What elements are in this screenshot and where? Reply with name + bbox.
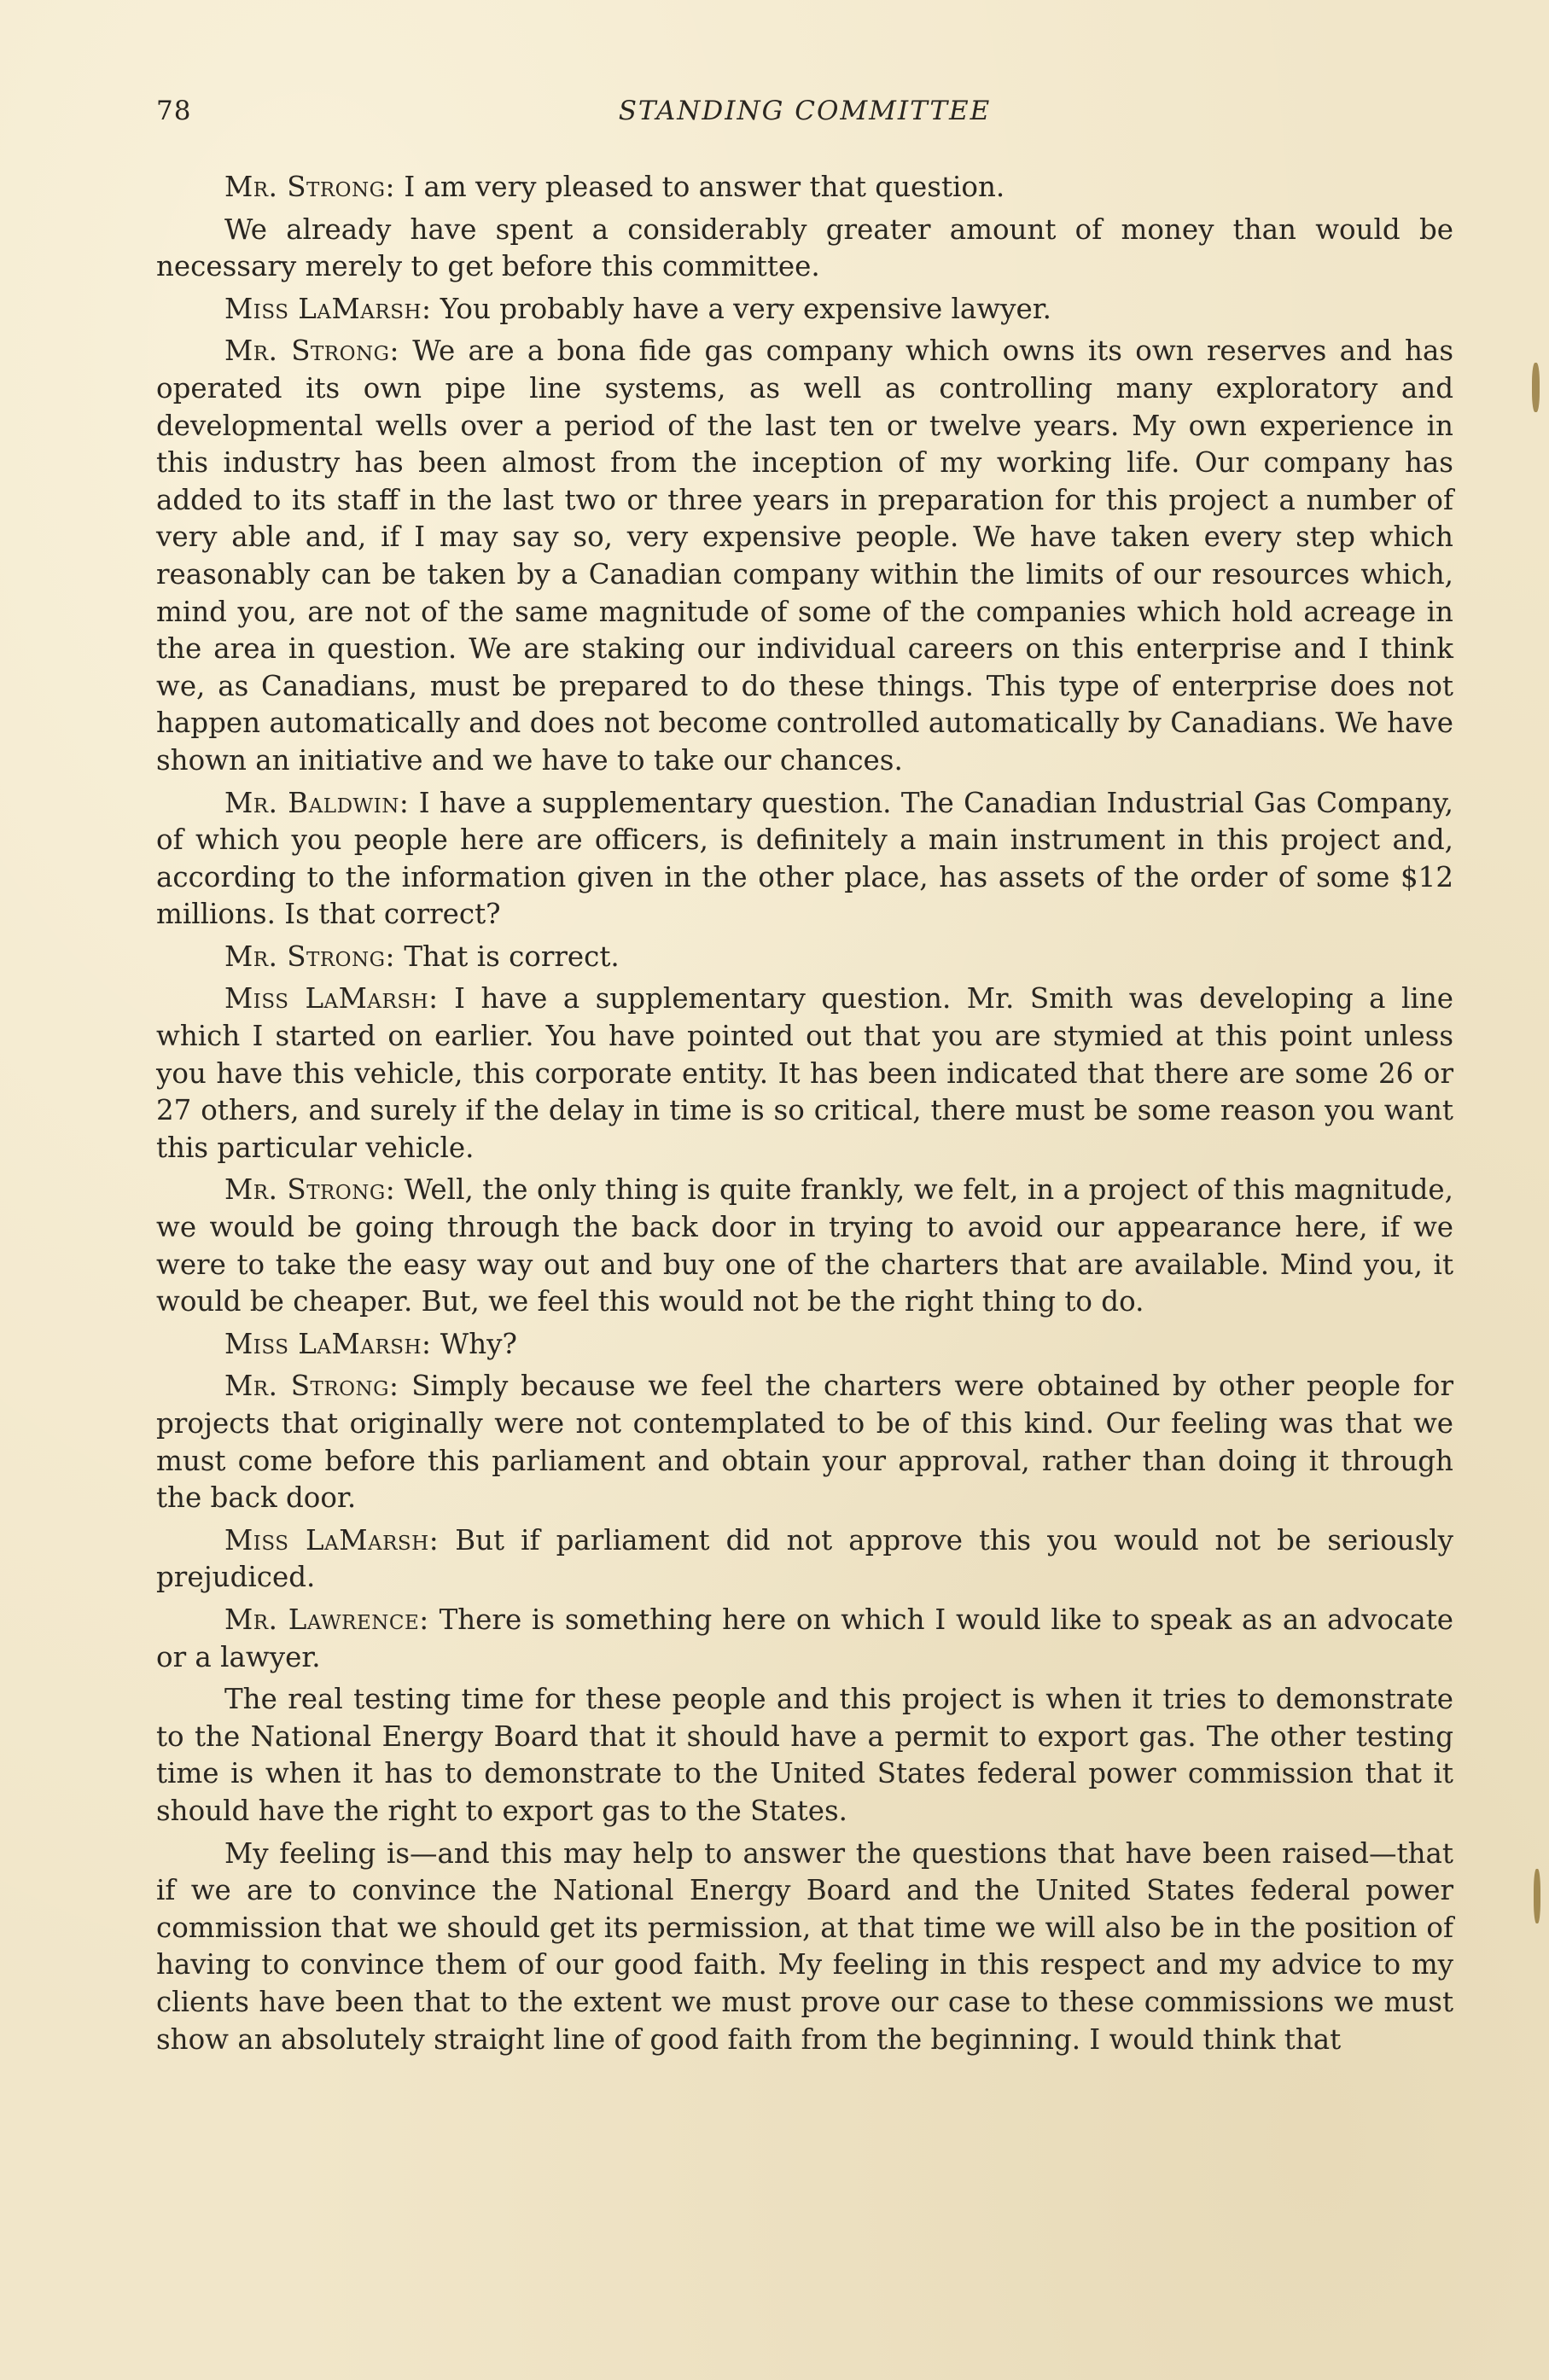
paragraph-text: You probably have a very expensive lawyer.	[431, 292, 1052, 325]
paragraph	[156, 1326, 1453, 1364]
page-edge-mark	[1532, 363, 1540, 412]
paragraph	[156, 785, 1453, 934]
speaker-name: Miss LaMarsh:	[224, 292, 432, 325]
running-head	[156, 96, 1453, 147]
page-edge-mark	[1534, 1869, 1540, 1923]
paragraph	[156, 981, 1453, 1167]
paragraph-text: I have a supplementary question. Mr. Smith was developing a line which I started on earlier. You have pointed out that you are stymied at this point unless you have this vehicle, this corporate entity. It has been indicated that there are some 26 or 27 others, and surely if the delay in time is so critical, there must be some reason you want this particular vehicle.	[156, 982, 1453, 1164]
page-number: 78	[156, 96, 192, 126]
page-content	[156, 96, 1453, 2063]
speaker-name: Mr. Strong:	[224, 171, 395, 203]
speaker-name: Mr. Baldwin:	[224, 786, 410, 819]
paragraph	[156, 1522, 1453, 1597]
paragraph-text: We already have spent a considerably greater amount of money than would be necessary merely to get before this committee.	[156, 212, 1453, 283]
paragraph-text: Simply because we feel the charters were obtained by other people for projects that originally were not contemplated to be of this kind. Our feeling was that we must come before this parliament and obtain your approval, rather than doing it through the back door.	[156, 1370, 1454, 1515]
paragraph-text: There is something here on which I would like to speak as an advocate or a lawyer.	[156, 1603, 1453, 1673]
paragraph	[156, 1836, 1453, 2059]
paragraph	[156, 939, 1453, 976]
paragraph-text: My feeling is—and this may help to answer the questions that have been raised—that if we are to convince the National Energy Board and the United States federal power commission that we should get its permission, at that time we will also be in the position of having to convince them of our good faith. My feeling in this respect and my advice to my clients have been that to the extent we must prove our case to these commissions we must show an absolutely straight line of good faith from the beginning. I would think that	[156, 1836, 1453, 2056]
speaker-name: Mr. Lawrence:	[224, 1603, 429, 1636]
paragraph	[156, 333, 1453, 779]
paragraph-text: That is correct.	[394, 940, 620, 973]
paragraph-text: Why?	[431, 1327, 517, 1360]
paragraph	[156, 169, 1453, 207]
running-title: STANDING COMMITTEE	[618, 96, 992, 126]
paragraph	[156, 291, 1453, 329]
paragraph	[156, 1368, 1453, 1516]
speaker-name: Miss LaMarsh:	[224, 1523, 440, 1557]
paragraph-text: I am very pleased to answer that question.	[394, 171, 1005, 203]
speaker-name: Mr. Strong:	[224, 1173, 396, 1207]
speaker-name: Mr. Strong:	[224, 940, 395, 973]
paragraph	[156, 1681, 1453, 1830]
paragraph-text: I have a supplementary question. The Canadian Industrial Gas Company, of which you people here are officers, is definitely a main instrument in this project and, according to the information given in the other place, has assets of the order of some $12 millions. Is that correct?	[156, 786, 1453, 931]
paragraph-text: But if parliament did not approve this you would not be seriously prejudiced.	[156, 1523, 1453, 1594]
speaker-name: Mr. Strong:	[224, 1370, 399, 1403]
paragraph	[156, 1172, 1453, 1320]
speaker-name: Miss LaMarsh:	[224, 982, 439, 1015]
paragraph	[156, 212, 1453, 286]
speaker-name: Miss LaMarsh:	[224, 1327, 432, 1360]
paragraph-text: Well, the only thing is quite frankly, we felt, in a project of this magnitude, we would be going through the back door in trying to avoid our appearance here, if we were to take the easy way out and buy one of the charters that are available. Mind you, it would be cheaper. But, we feel this would not be the right thing to do.	[156, 1173, 1453, 1318]
paragraph-text: The real testing time for these people and this project is when it tries to demonstrate to the National Energy Board that it should have a permit to export gas. The other testing time is when it has to demonstrate to the United States federal power commission that it should have the right to export gas to the States.	[156, 1683, 1453, 1827]
body-text	[156, 169, 1453, 2058]
paragraph	[156, 1602, 1453, 1676]
paragraph-text: We are a bona fide gas company which owns its own reserves and has operated its own pipe line systems, as well as controlling many exploratory and developmental wells over a period of the last ten or twelve years. My own experience in this industry has been almost from the inception of my working life. Our company has added to its staff in the last two or three years in preparation for this project a number of very able and, if I may say so, very expensive people. We have taken every step which reasonably can be taken by a Canadian company within the limits of our resources which, mind you, are not of the same magnitude of some of the companies which hold acreage in the area in question. We are staking our individual careers on this enterprise and I think we, as Canadians, must be prepared to do these things. This type of enterprise does not happen automatically and does not become controlled automatically by Canadians. We have shown an initiative and we have to take our chances.	[156, 335, 1454, 777]
speaker-name: Mr. Strong:	[224, 335, 399, 368]
